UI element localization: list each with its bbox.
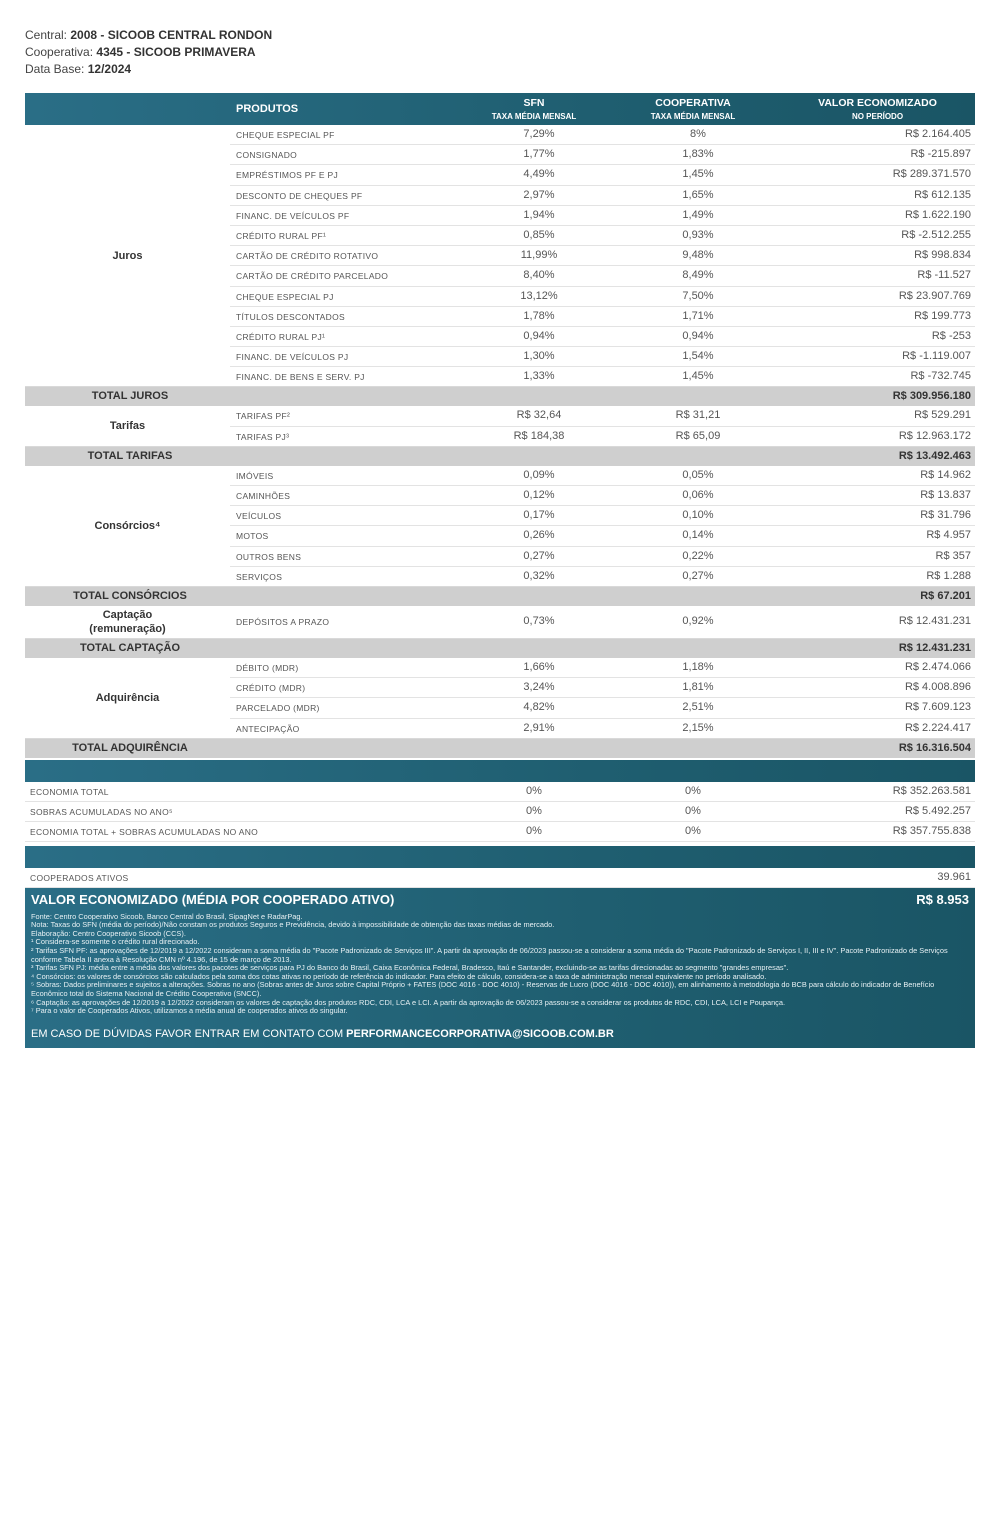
table-row — [230, 698, 975, 718]
summary-label: ECONOMIA TOTAL + SOBRAS ACUMULADAS NO ANO — [30, 826, 259, 837]
sfn-rate: 0,17% — [523, 509, 555, 522]
coop-rate: 1,65% — [682, 188, 714, 201]
summary-sfn: 0% — [526, 824, 542, 837]
summary-rows — [25, 782, 975, 842]
coop-rate: R$ 65,09 — [675, 429, 721, 442]
sfn-rate: 0,73% — [523, 614, 555, 627]
footer-panel — [25, 888, 975, 1048]
report-header-info — [25, 27, 272, 78]
sfn-rate: 0,94% — [523, 329, 555, 342]
contact-email[interactable]: PERFORMANCECORPORATIVA@SICOOB.COM.BR — [346, 1027, 614, 1040]
coop-rate: 8% — [690, 128, 706, 140]
saved-value: R$ 12.431.231 — [898, 614, 971, 627]
table-row — [230, 246, 975, 266]
summary-sfn: 0% — [526, 784, 542, 797]
table-row — [230, 606, 975, 637]
total-juros-label: TOTAL JUROS — [91, 390, 169, 403]
coop-rate: 0,14% — [682, 529, 714, 542]
coop-rate: 7,50% — [682, 289, 714, 302]
total-tarifas-label: TOTAL TARIFAS — [87, 449, 173, 462]
footnote: ⁶ Captação: as aprovações de 12/2019 a 12/2022 consideram os valores de captação dos produtos RDC, CDI, LCA e LCI. A partir da aprovação de 06/2023 passou-se a considerar os produtos de RDC, CDI, LCA, LCI e Poupança. — [31, 997, 786, 1007]
product-name: CONSIGNADO — [236, 150, 298, 161]
table-header — [25, 93, 975, 125]
table-row — [230, 486, 975, 506]
group-adquirencia — [25, 658, 975, 739]
sfn-rate: 0,32% — [523, 569, 555, 582]
central-line: Central: 2008 - SICOOB CENTRAL RONDON — [25, 28, 273, 42]
group-label-consorcios: Consórcios⁴ — [94, 519, 161, 532]
total-adquirencia-value: R$ 16.316.504 — [898, 741, 971, 754]
saved-value: R$ 12.963.172 — [898, 429, 971, 442]
table-row — [230, 327, 975, 347]
saved-value: R$ 2.474.066 — [904, 660, 971, 673]
saved-value: R$ 1.288 — [926, 569, 971, 582]
summary-coop: 0% — [685, 824, 701, 837]
sfn-rate: 3,24% — [523, 681, 555, 694]
product-name: TARIFAS PF² — [236, 411, 291, 422]
product-name: OUTROS BENS — [236, 551, 302, 562]
group-consorcios — [25, 466, 975, 587]
sfn-rate: 2,97% — [523, 188, 555, 201]
table-row — [230, 526, 975, 546]
saved-value: R$ -253 — [931, 329, 971, 342]
sfn-rate: 1,77% — [523, 148, 555, 161]
group-label-adquirencia: Adquirência — [95, 691, 160, 704]
sfn-rate: 0,26% — [523, 529, 555, 542]
saved-value: R$ 199.773 — [914, 309, 971, 322]
footnote: Nota: Taxas do SFN (média do período)/Não constam os produtos Seguros e Previdência, devido à impossibilidade de obtenção das taxas médias de mercado. — [31, 920, 555, 930]
economy-report-table — [25, 93, 975, 1048]
sfn-rate: R$ 184,38 — [513, 429, 565, 442]
cooperados-row — [25, 868, 975, 888]
saved-value: R$ 289.371.570 — [892, 168, 971, 181]
summary-sfn: 0% — [526, 804, 542, 817]
coop-rate: 1,49% — [682, 208, 714, 221]
central-value: 2008 - SICOOB CENTRAL RONDON — [70, 28, 273, 42]
contact-text: EM CASO DE DÚVIDAS FAVOR ENTRAR EM CONTATO COM — [31, 1027, 347, 1040]
cooperados-label: COOPERADOS ATIVOS — [30, 872, 129, 883]
coop-rate: 1,83% — [682, 148, 714, 161]
coop-rate: 0,22% — [682, 549, 714, 562]
sfn-rate: 7,29% — [523, 128, 555, 140]
sfn-rate: 2,91% — [523, 721, 555, 734]
footnote: ³ Tarifas SFN PJ: média entre a média dos valores dos pacotes de serviços para PJ do Banco do Brasil, Caixa Econômica Federal, Bradesco, Itaú e Santander, excluindo-se as tarifas direcionadas ao segmento "grandes empresas". — [31, 963, 789, 973]
summary-coop: 0% — [685, 804, 701, 817]
product-name: CRÉDITO RURAL PF¹ — [236, 230, 327, 241]
sfn-rate: 1,30% — [523, 350, 555, 363]
sfn-rate: 0,27% — [523, 549, 555, 562]
product-name: IMÓVEIS — [236, 470, 274, 481]
footnote: ⁴ Consórcios: os valores de consórcios são calculados pela soma dos cotas ativas no período de referência do indicador. Para efeito de cálculo, considera-se a taxa de administração mensal equivalente no período analisado. — [31, 971, 767, 981]
header-valor-economizado: VALOR ECONOMIZADO NO PERÍODO — [818, 97, 937, 121]
sfn-rate: 1,94% — [523, 208, 555, 221]
sfn-rate: 1,78% — [523, 309, 555, 322]
table-row — [230, 226, 975, 246]
coop-rate: 8,49% — [682, 269, 714, 282]
saved-value: R$ 2.164.405 — [904, 128, 971, 140]
total-consorcios-row — [25, 587, 975, 606]
sfn-rate: 8,40% — [523, 269, 555, 282]
total-tarifas-row — [25, 447, 975, 466]
table-row — [230, 307, 975, 327]
cooperados-band — [25, 846, 975, 868]
product-name: DEPÓSITOS A PRAZO — [236, 616, 330, 627]
group-label-captacao: Captação (remuneração) — [89, 608, 166, 635]
group-tarifas — [25, 406, 975, 446]
saved-value: R$ 529.291 — [914, 409, 971, 422]
header-produtos: PRODUTOS — [236, 103, 299, 115]
sfn-rate: 1,66% — [523, 660, 555, 673]
table-row — [230, 506, 975, 526]
footnote: ⁵ Sobras: Dados preliminares e sujeitos a alterações. Sobras no ano (Sobras antes de Juros sobre Capital Próprio + FATES (DOC 4016 - DOC 4010) - Reservas de Lucro (DOC 4016 - DOC 4010)), em alinhamento à metodologia do BCB para cálculo do indicador de Benefício Econômico total do Sistema Nacional de Crédito Cooperativo (SNCC). — [31, 980, 935, 999]
coop-rate: 9,48% — [682, 249, 714, 262]
header-cooperativa: COOPERATIVA TAXA MÉDIA MENSAL — [650, 97, 736, 121]
group-captacao — [25, 606, 975, 639]
product-name: CARTÃO DE CRÉDITO ROTATIVO — [236, 251, 379, 262]
product-name: DESCONTO DE CHEQUES PF — [236, 190, 363, 201]
product-name: CRÉDITO RURAL PJ¹ — [236, 331, 326, 342]
sfn-rate: 4,49% — [523, 168, 555, 181]
summary-label: SOBRAS ACUMULADAS NO ANO⁵ — [30, 806, 173, 817]
valor-economizado-label: VALOR ECONOMIZADO (MÉDIA POR COOPERADO ATIVO) — [31, 891, 395, 907]
product-name: CHEQUE ESPECIAL PF — [236, 130, 335, 140]
product-name: FINANC. DE VEÍCULOS PJ — [236, 352, 349, 363]
product-name: CHEQUE ESPECIAL PJ — [236, 291, 334, 302]
summary-row — [25, 822, 975, 842]
data-base-line: Data Base: 12/2024 — [25, 62, 132, 76]
cooperativa-line: Cooperativa: 4345 - SICOOB PRIMAVERA — [25, 45, 256, 59]
saved-value: R$ 4.957 — [926, 529, 971, 542]
summary-value: R$ 357.755.838 — [892, 824, 971, 837]
saved-value: R$ 7.609.123 — [904, 701, 971, 714]
header-sfn: SFN TAXA MÉDIA MENSAL — [491, 97, 577, 121]
saved-value: R$ 23.907.769 — [898, 289, 971, 302]
table-row — [230, 466, 975, 486]
coop-rate: 0,05% — [682, 468, 714, 481]
coop-rate: 0,94% — [682, 329, 714, 342]
saved-value: R$ 998.834 — [914, 249, 971, 262]
footnote: ⁷ Para o valor de Cooperados Ativos, utilizamos a média anual de cooperados ativos do singular. — [31, 1006, 348, 1016]
group-label-juros: Juros — [112, 249, 143, 262]
sfn-rate: 4,82% — [523, 701, 555, 714]
summary-value: R$ 352.263.581 — [892, 784, 971, 797]
table-row — [230, 165, 975, 185]
summary-value: R$ 5.492.257 — [904, 804, 971, 817]
table-row — [230, 347, 975, 367]
footnote: Elaboração: Centro Cooperativo Sicoob (CCS). — [31, 928, 186, 938]
footnote: Fonte: Centro Cooperativo Sicoob, Banco Central do Brasil, SipagNet e RadarPag. — [31, 911, 303, 921]
saved-value: R$ -11.527 — [917, 269, 971, 282]
table-row — [230, 145, 975, 165]
sfn-rate: 13,12% — [520, 289, 558, 302]
table-row — [230, 427, 975, 446]
table-row — [230, 186, 975, 206]
product-name: TARIFAS PJ³ — [236, 431, 290, 442]
total-juros-row — [25, 387, 975, 406]
coop-rate: 1,81% — [682, 681, 714, 694]
contact-line — [31, 1028, 969, 1040]
table-row — [230, 266, 975, 286]
coop-rate: 1,45% — [682, 370, 714, 383]
sfn-rate: R$ 32,64 — [516, 409, 562, 422]
sfn-rate: 1,33% — [523, 370, 555, 383]
saved-value: R$ 2.224.417 — [904, 721, 971, 734]
coop-rate: 0,27% — [682, 569, 714, 582]
total-captacao-label: TOTAL CAPTAÇÃO — [79, 641, 180, 654]
table-row — [230, 678, 975, 698]
product-name: ANTECIPAÇÃO — [236, 723, 300, 734]
product-name: CRÉDITO (MDR) — [236, 683, 306, 694]
product-name: CAMINHÕES — [236, 491, 291, 501]
table-row — [230, 547, 975, 567]
coop-rate: 2,51% — [682, 701, 714, 714]
data-base-value: 12/2024 — [87, 62, 132, 76]
coop-rate: 1,18% — [682, 660, 714, 673]
coop-rate: 0,93% — [682, 228, 714, 241]
coop-rate: 0,06% — [682, 489, 714, 501]
total-juros-value: R$ 309.956.180 — [892, 390, 971, 403]
coop-rate: 1,71% — [682, 309, 714, 322]
footnote: ² Tarifas SFN PF: as aprovações de 12/2019 a 12/2022 consideram a soma média do "Pacote Padronizado de Serviços III". A partir da aprovação de 06/2023 passou-se a considerar a soma média do "Pacote Padronizado de Serviços I, II, III e IV". Pacote Padronizado de Serviços conforme Tabela II anexa à Resolução CMN nº 4.196, de 15 de março de 2013. — [31, 946, 948, 964]
total-adquirencia-row — [25, 739, 975, 758]
saved-value: R$ -732.745 — [910, 370, 971, 383]
saved-value: R$ 1.622.190 — [904, 208, 971, 221]
product-name: MOTOS — [236, 531, 269, 542]
total-tarifas-value: R$ 13.492.463 — [898, 449, 971, 462]
table-row — [230, 406, 975, 426]
saved-value: R$ 31.796 — [920, 509, 971, 522]
product-name: EMPRÉSTIMOS PF E PJ — [236, 170, 339, 181]
coop-rate: 0,92% — [682, 614, 714, 627]
total-captacao-row — [25, 639, 975, 658]
footnote: ¹ Considera-se somente o crédito rural direcionado. — [31, 937, 200, 947]
product-name: DÉBITO (MDR) — [236, 662, 299, 673]
saved-value: R$ 612.135 — [914, 188, 971, 201]
product-name: FINANC. DE BENS E SERV. PJ — [236, 372, 365, 383]
product-name: VEÍCULOS — [236, 511, 282, 522]
cooperados-value: 39.961 — [937, 870, 971, 883]
summary-label: ECONOMIA TOTAL — [30, 786, 109, 797]
valor-economizado-line — [31, 888, 969, 910]
sfn-rate: 0,85% — [523, 228, 555, 241]
saved-value: R$ -1.119.007 — [902, 350, 971, 363]
table-row — [230, 658, 975, 678]
summary-row — [25, 802, 975, 822]
group-juros — [25, 125, 975, 387]
product-name: CARTÃO DE CRÉDITO PARCELADO — [236, 271, 389, 282]
saved-value: R$ -215.897 — [910, 148, 971, 161]
summary-coop: 0% — [685, 784, 701, 797]
sfn-rate: 0,12% — [523, 489, 555, 501]
table-row — [230, 206, 975, 226]
product-name: SERVIÇOS — [236, 571, 283, 582]
saved-value: R$ -2.512.255 — [901, 228, 971, 241]
total-consorcios-value: R$ 67.201 — [920, 589, 971, 602]
total-adquirencia-label: TOTAL ADQUIRÊNCIA — [72, 741, 188, 754]
saved-value: R$ 4.008.896 — [904, 681, 971, 694]
table-row — [230, 719, 975, 738]
table-row — [230, 567, 975, 586]
group-label-tarifas: Tarifas — [109, 420, 146, 433]
total-consorcios-label: TOTAL CONSÓRCIOS — [73, 589, 187, 602]
valor-economizado-value: R$ 8.953 — [916, 891, 969, 907]
sfn-rate: 11,99% — [520, 249, 558, 262]
product-name: PARCELADO (MDR) — [236, 703, 320, 714]
table-row — [230, 125, 975, 145]
saved-value: R$ 13.837 — [920, 489, 971, 501]
summary-band — [25, 760, 975, 782]
table-row — [230, 367, 975, 386]
product-name: FINANC. DE VEÍCULOS PF — [236, 210, 350, 221]
coop-rate: 1,45% — [682, 168, 714, 181]
footnotes — [31, 910, 969, 1016]
summary-row — [25, 782, 975, 802]
sfn-rate: 0,09% — [523, 468, 555, 481]
product-name: TÍTULOS DESCONTADOS — [236, 311, 345, 322]
saved-value: R$ 357 — [935, 549, 971, 562]
coop-rate: 0,10% — [682, 509, 714, 522]
cooperativa-value: 4345 - SICOOB PRIMAVERA — [96, 45, 256, 59]
coop-rate: 2,15% — [682, 721, 714, 734]
table-row — [230, 287, 975, 307]
coop-rate: 1,54% — [682, 350, 714, 363]
total-captacao-value: R$ 12.431.231 — [898, 641, 971, 654]
saved-value: R$ 14.962 — [920, 468, 971, 481]
coop-rate: R$ 31,21 — [675, 409, 721, 422]
